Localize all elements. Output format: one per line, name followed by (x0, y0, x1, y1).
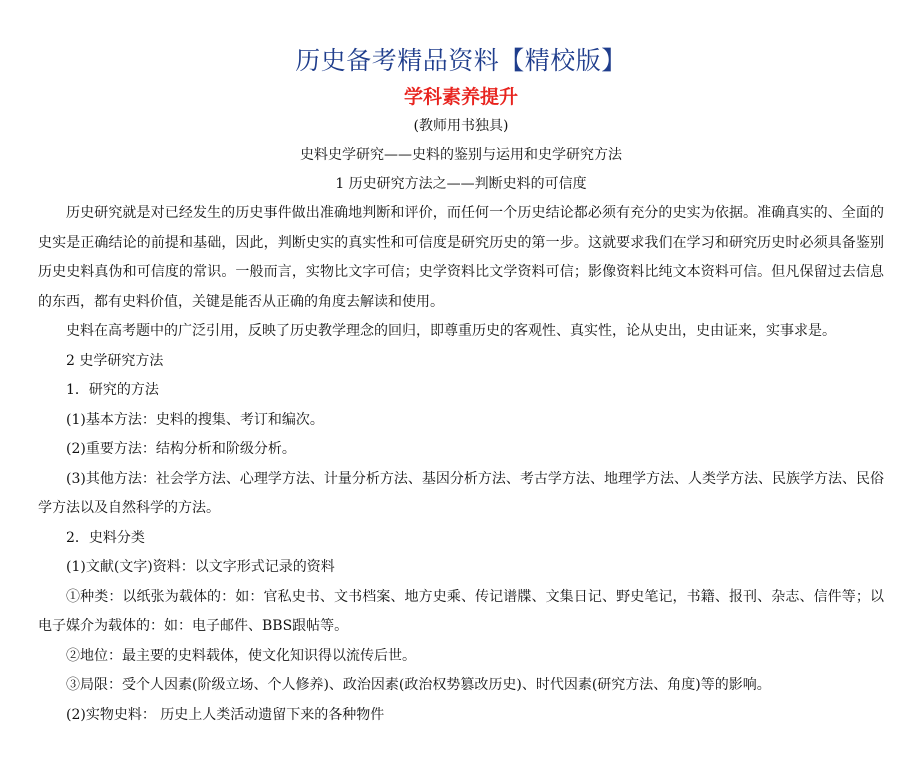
method-important: (2)重要方法：结构分析和阶级分析。 (66, 441, 296, 457)
documentary-limits: ③局限：受个人因素(阶级立场、个人修养)、政治因素(政治权势篡改历史)、时代因素(研究方法、角度)等的影响。 (66, 677, 771, 693)
documentary-status: ②地位：最主要的史料载体，使文化知识得以流传后世。 (66, 647, 416, 664)
physical-source-heading: (2)实物史料： 历史上人类活动遗留下来的各种物件 (66, 706, 385, 723)
subsection-classification-heading: 2．史料分类 (66, 529, 145, 546)
section1-heading: 1 历史研究方法之——判断史料的可信度 (335, 176, 587, 192)
method-other: (3)其他方法：社会学方法、心理学方法、计量分析方法、基因分析方法、考古学方法、地理学方法、人类学方法、民族学方法、民俗学方法以及自然科学的方法。 (38, 470, 884, 516)
paragraph-credibility: 历史研究就是对已经发生的历史事件做出准确地判断和评价，而任何一个历史结论都必须有充分的史实为依据。准确真实的、全面的史实是正确结论的前提和基础，因此，判断史实的真实性和可信度是研究历史的第一步。这就要求我们在学习和研究历史时必须具备鉴别历史史料真伪和可信度的常识。一般而言，实物比文字可信；史学资料比文学资料可信；影像资料比纯文本资料可信。但凡保留过去信息的东西，都有史料价值，关键是能否从正确的角度去解读和使用。 (38, 205, 884, 310)
method-basic: (1)基本方法：史料的搜集、考订和编次。 (66, 411, 324, 428)
documentary-types: ①种类：以纸张为载体的：如：官私史书、文书档案、地方史乘、传记谱牒、文集日记、野史笔记，书籍、报刊、杂志、信件等；以电子媒介为载体的：如：电子邮件、BBS跟帖等。 (38, 588, 884, 634)
document-subtitle: 学科素养提升 (403, 86, 518, 108)
section2-heading: 2 史学研究方法 (66, 352, 164, 369)
subsection-methods-heading: 1．研究的方法 (66, 382, 159, 398)
document-page (38, 40, 884, 730)
document-title: 历史备考精品资料【精校版】 (295, 46, 627, 75)
documentary-source-heading: (1)文献(文字)资料：以文字形式记录的资料 (66, 559, 335, 575)
paragraph-exam-usage: 史料在高考题中的广泛引用，反映了历史教学理念的回归，即尊重历史的客观性、真实性，论从史出，史由证来，实事求是。 (66, 323, 836, 339)
topic-heading: 史料史学研究——史料的鉴别与运用和史学研究方法 (300, 147, 622, 163)
teacher-note: (教师用书独具) (413, 118, 509, 134)
